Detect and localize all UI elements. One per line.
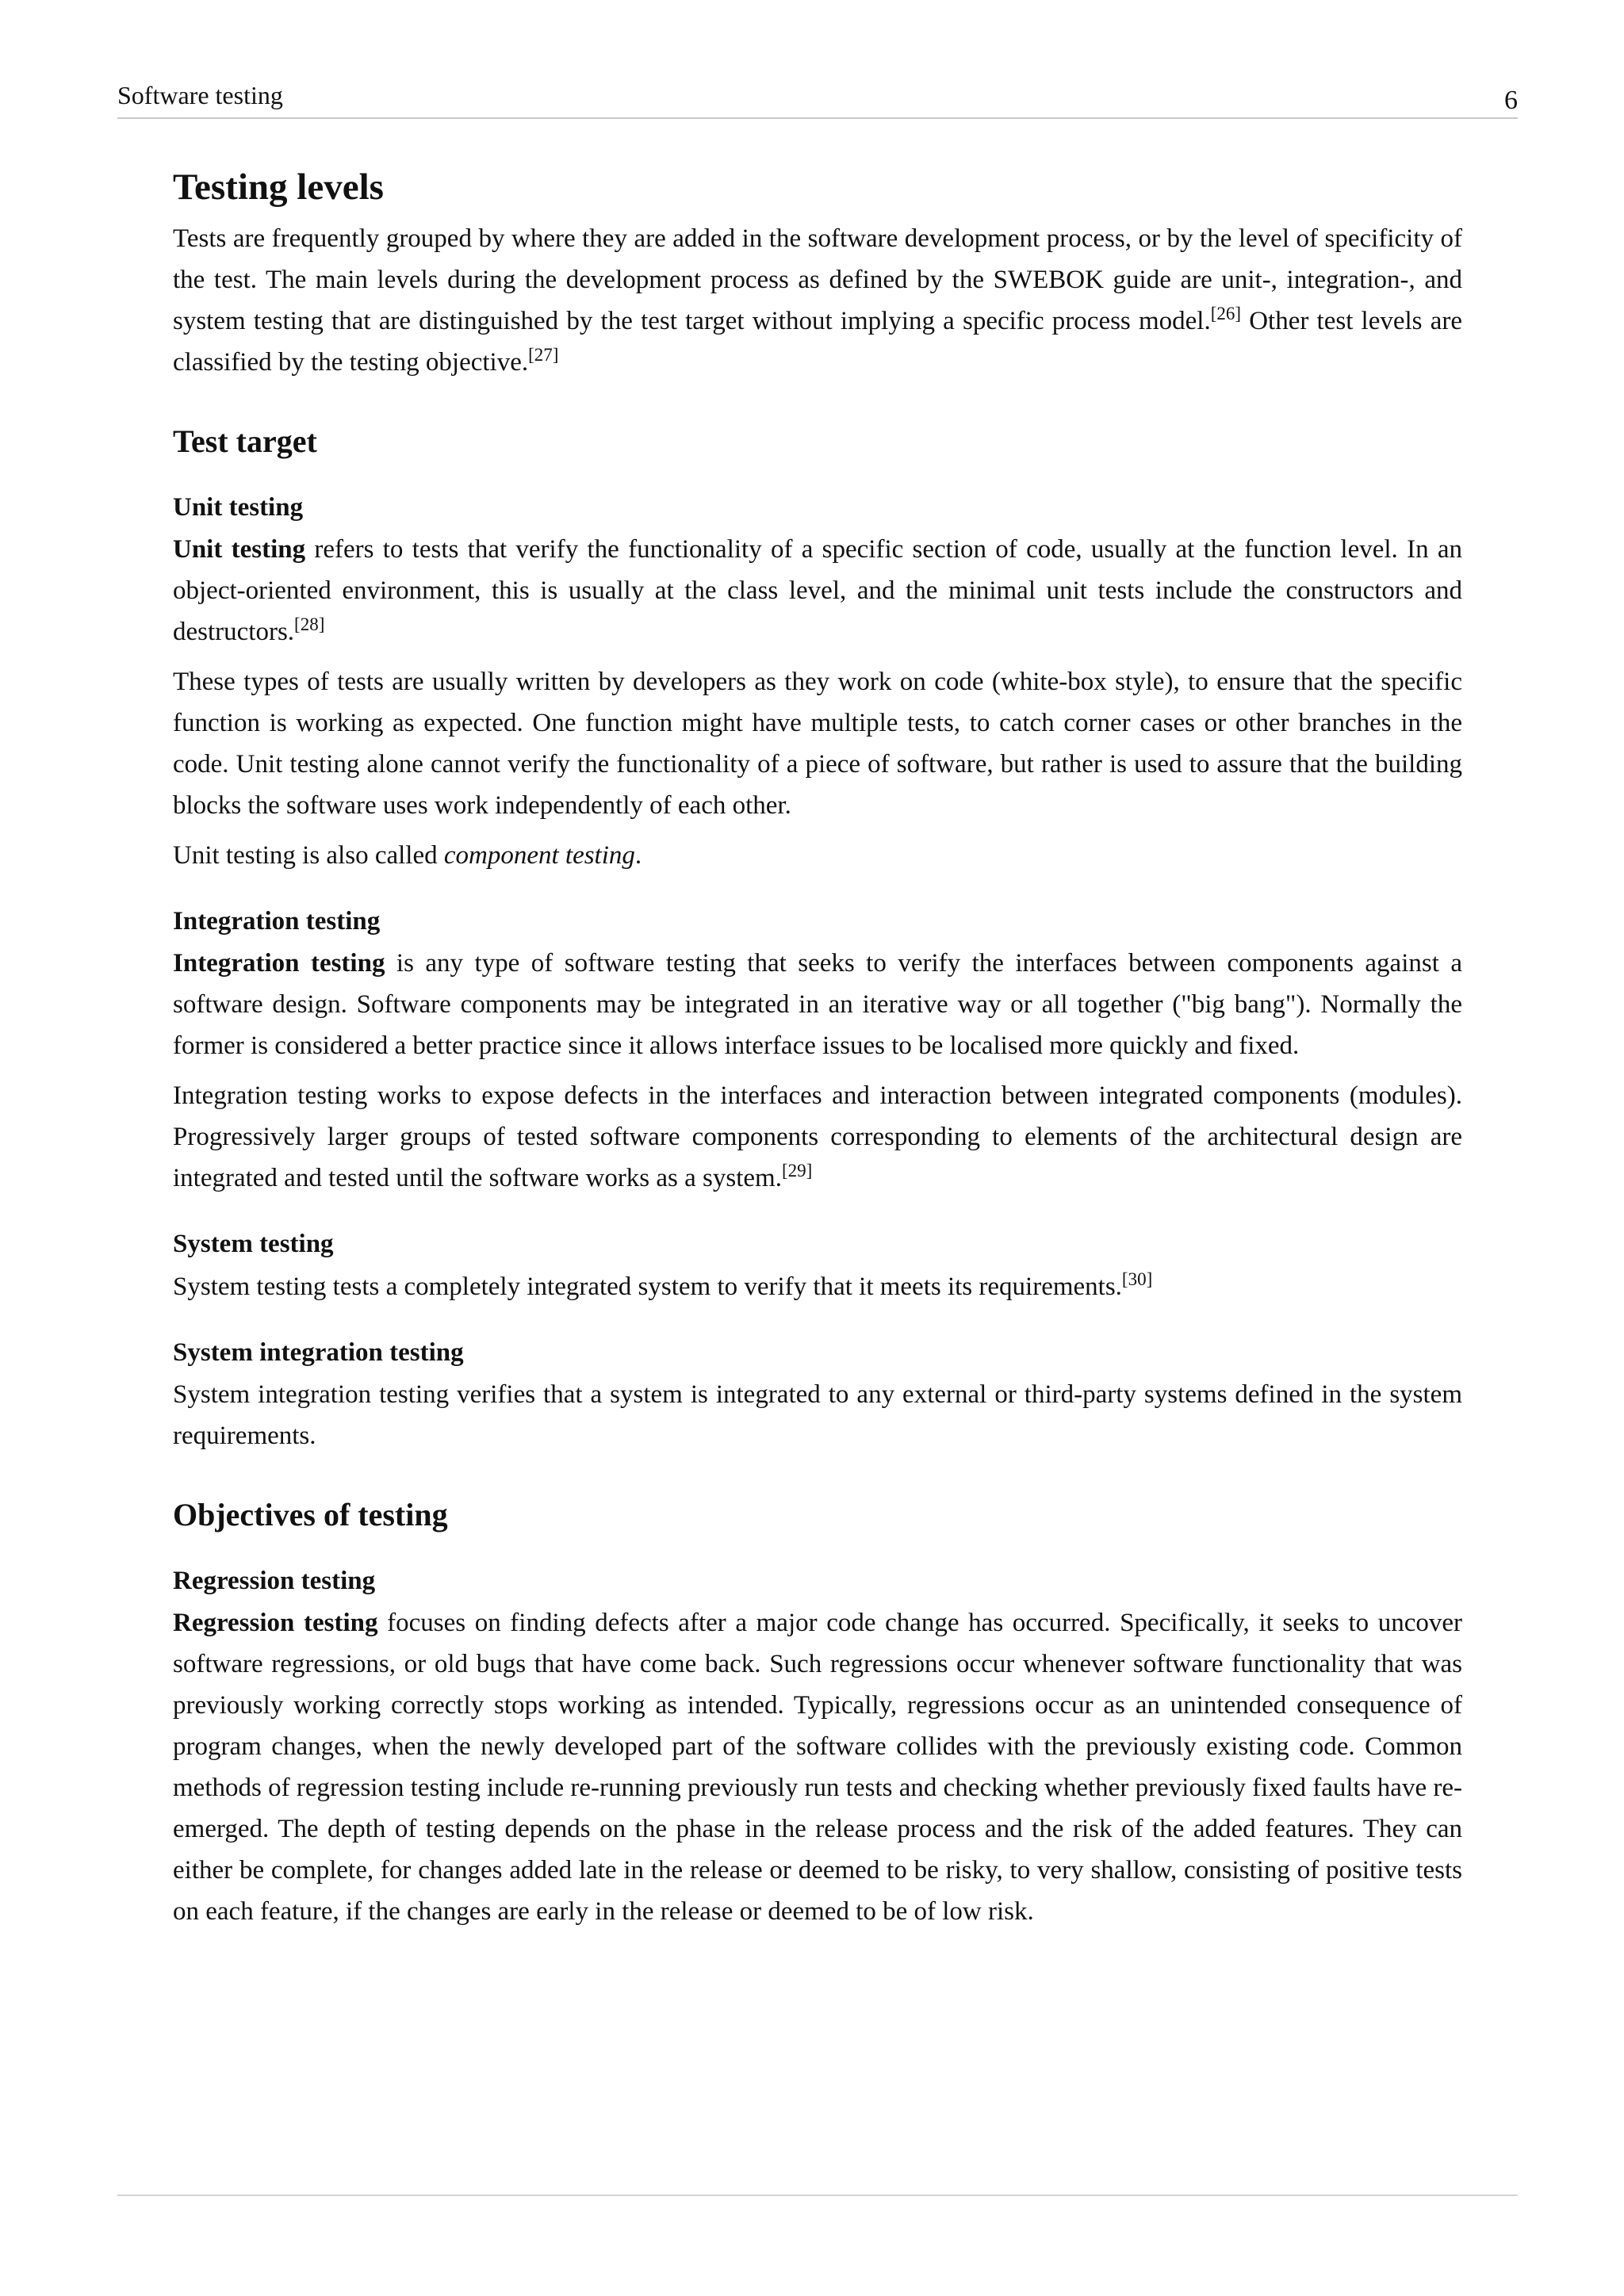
subsection-title-system-testing: System testing (173, 1230, 334, 1259)
article-body (173, 163, 1462, 1941)
unit-testing-text-3-end: . (634, 841, 642, 871)
integration-testing-paragraph-2 (173, 1075, 1462, 1199)
page-number: 6 (1504, 86, 1518, 115)
citation-29[interactable]: [29] (781, 1161, 813, 1181)
component-testing-term: component testing (443, 841, 635, 871)
unit-testing-term: Unit testing (173, 535, 306, 564)
system-integration-testing-paragraph: System integration testing verifies that a system is integrated to any external or third-party systems defined in the system requirements. (173, 1380, 1462, 1450)
unit-testing-paragraph-1 (173, 529, 1462, 652)
running-title: Software testing (117, 81, 283, 109)
subsection-title-unit-testing: Unit testing (173, 493, 304, 522)
section-title-test-target: Test target (173, 423, 317, 460)
unit-testing-text-1: refers to tests that verify the functionality of a specific section of code, usually at the function level. In an object-oriented environment, this is usually at the class level, and the minimal unit tests include the constructors and destructors. (173, 535, 1462, 647)
unit-testing-text-3: Unit testing is also called (173, 841, 444, 871)
subsection-title-regression-testing: Regression testing (173, 1566, 376, 1595)
regression-testing-paragraph (173, 1602, 1462, 1932)
intro-text-2: Other test levels are classified by the testing objective. (173, 307, 1462, 377)
system-testing-text: System testing tests a completely integrated system to verify that it meets its requirements. (173, 1272, 1122, 1301)
page-header (117, 78, 1518, 119)
integration-testing-text-1: is any type of software testing that seeks to verify the interfaces between components against a software design. Software components may be integrated in an iterative way or all together ("big bang"). Normally the former is considered a better practice since it allows interface issues to be localised more quickly and fixed. (173, 949, 1463, 1061)
integration-testing-term: Integration testing (173, 949, 385, 978)
regression-testing-text: focuses on finding defects after a major code change has occurred. Specifically, it seeks to uncover software regressions, or old bugs that have come back. Such regressions occur whenever software functionality that was previously working correctly stops working as intended. Typically, regressions occur as an unintended consequence of program changes, when the newly developed part of the software collides with the previously existing code. Common methods of regression testing include re-running previously run tests and checking whether previously fixed faults have re-emerged. The depth of testing depends on the phase in the release process and the risk of the added features. They can either be complete, for changes added late in the release or deemed to be risky, to very shallow, consisting of positive tests on each feature, if the changes are early in the release or deemed to be of low risk. (173, 1609, 1463, 1927)
regression-testing-term: Regression testing (173, 1609, 378, 1638)
citation-26[interactable]: [26] (1210, 304, 1242, 324)
section-title-objectives: Objectives of testing (173, 1496, 448, 1533)
subsection-title-integration-testing: Integration testing (173, 907, 381, 936)
intro-text: Tests are frequently grouped by where they are added in the software development process, or by the level of specificity of the test. The main levels during the development process as defined by the SWEBOK guide are unit-, integration-, and system testing that are distinguished by the test target without implying a specific process model. (173, 224, 1462, 336)
citation-27[interactable]: [27] (528, 345, 559, 365)
subsection-title-system-integration-testing: System integration testing (173, 1337, 464, 1367)
citation-28[interactable]: [28] (294, 614, 325, 635)
integration-testing-paragraph-1 (173, 943, 1462, 1066)
section-title-testing-levels: Testing levels (173, 166, 384, 208)
unit-testing-paragraph-3 (173, 835, 1462, 876)
unit-testing-paragraph-2: These types of tests are usually written by developers as they work on code (white-box style), to ensure that the specific function is working as expected. One function might have multiple tests, to catch corner cases or other branches in the code. Unit testing alone cannot verify the functionality of a piece of software, but rather is used to assure that the building blocks the software uses work independently of each other. (173, 668, 1462, 821)
integration-testing-text-2: Integration testing works to expose defects in the interfaces and interaction between integrated components (modules). Progressively larger groups of tested software components corresponding to elements of the architectural design are integrated and tested until the software works as a system. (173, 1081, 1462, 1193)
testing-levels-intro (173, 218, 1462, 383)
citation-30[interactable]: [30] (1121, 1269, 1153, 1289)
system-testing-paragraph (173, 1266, 1462, 1307)
footer-divider (117, 2195, 1518, 2196)
